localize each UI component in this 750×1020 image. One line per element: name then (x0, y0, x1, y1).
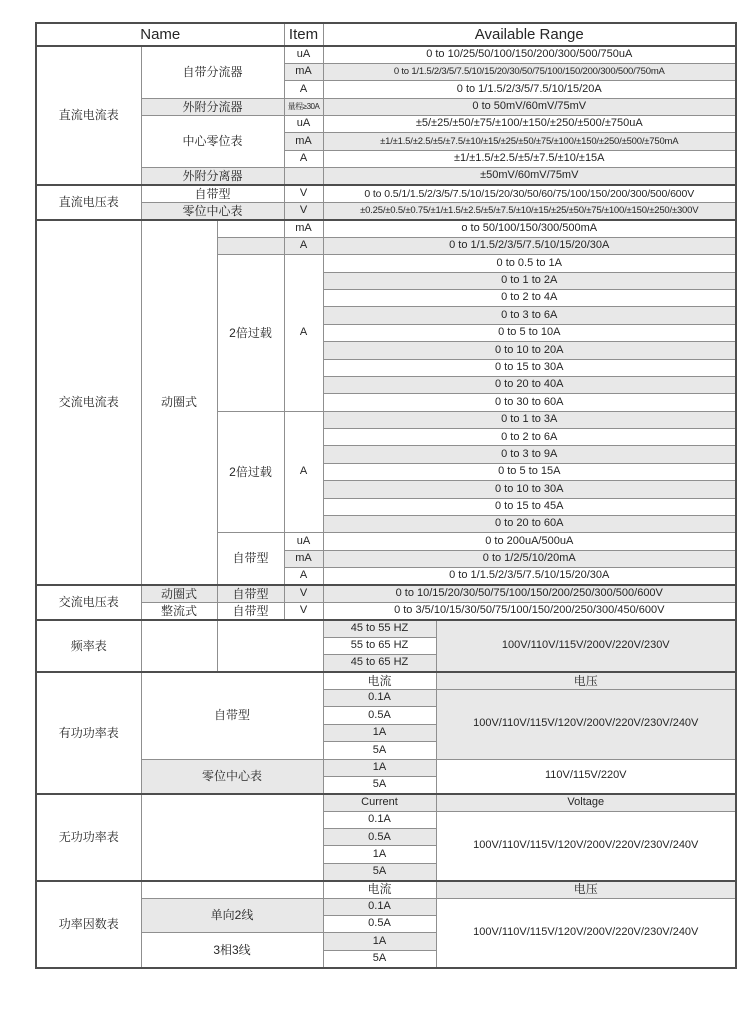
header-name: Name (36, 23, 284, 46)
section-dc-ammeter: 直流电流表 (36, 46, 141, 185)
range-cell: 0 to 1/1.5/2/3/5/7.5/10/15/20/30/50/75/100/150/200/300/500/750mA (323, 63, 736, 80)
range-cell: 0 to 1/1.5/2/3/5/7.5/10/15/20/30A (323, 568, 736, 585)
col-header-voltage: 电压 (436, 672, 736, 689)
range-cell: ±0.25/±0.5/±0.75/±1/±1.5/±2.5/±5/±7.5/±10/±15/±25/±50/±75/±100/±150/±250/±300V (323, 203, 736, 220)
header-range: Available Range (323, 23, 736, 46)
range-cell: 0 to 10 to 20A (323, 342, 736, 359)
range-cell: 0.1A (323, 898, 436, 915)
range-cell: 1A (323, 724, 436, 741)
range-cell: ±50mV/60mV/75mV (323, 168, 736, 185)
range-cell: 100V/110V/115V/120V/200V/220V/230V/240V (436, 811, 736, 881)
range-cell: 0.5A (323, 707, 436, 724)
range-cell: 0 to 1 to 2A (323, 272, 736, 289)
item-cell: V (284, 185, 323, 202)
table-row (36, 794, 736, 811)
range-cell: 0 to 10/15/20/30/50/75/100/150/200/250/300/500/600V (323, 585, 736, 602)
range-cell: 110V/115V/220V (436, 759, 736, 794)
table-row (36, 220, 736, 237)
section-power-factor-meter: 功率因数表 (36, 881, 141, 968)
table-cell (217, 220, 284, 237)
group-built-in-shunt: 自带分流器 (141, 46, 284, 98)
table-row (36, 603, 736, 620)
group-2x-overload: 2倍过载 (217, 411, 284, 533)
range-cell: o to 50/100/150/300/500mA (323, 220, 736, 237)
item-cell: A (284, 255, 323, 412)
range-cell: ±5/±25/±50/±75/±100/±150/±250/±500/±750uA (323, 116, 736, 133)
range-cell: 0 to 0.5 to 1A (323, 255, 736, 272)
header-row (36, 23, 736, 46)
item-cell: V (284, 585, 323, 602)
group-zero-center-meter: 零位中心表 (141, 759, 323, 794)
table-cell (217, 237, 284, 254)
group-self-contained: 自带型 (217, 585, 284, 602)
range-cell: 100V/110V/115V/120V/200V/220V/230V/240V (436, 898, 736, 968)
section-active-power-meter: 有功功率表 (36, 672, 141, 794)
group-moving-coil: 动圈式 (141, 220, 217, 585)
spec-table (35, 22, 737, 969)
item-cell: uA (284, 46, 323, 63)
section-ac-voltmeter: 交流电压表 (36, 585, 141, 620)
table-cell (141, 881, 323, 898)
table-row (36, 672, 736, 689)
item-cell: uA (284, 533, 323, 550)
range-cell: 0 to 15 to 45A (323, 498, 736, 515)
col-header-current: 电流 (323, 672, 436, 689)
group-external-shunt: 外附分流器 (141, 98, 284, 115)
section-ac-ammeter: 交流电流表 (36, 220, 141, 585)
item-cell (284, 168, 323, 185)
item-cell: A (284, 568, 323, 585)
item-cell: mA (284, 550, 323, 567)
range-cell: 0 to 30 to 60A (323, 394, 736, 411)
range-cell: 55 to 65 HZ (323, 637, 436, 654)
table-row (36, 620, 736, 637)
range-cell: 0 to 1/1.5/2/3/5/7.5/10/15/20A (323, 81, 736, 98)
range-cell: 5A (323, 863, 436, 880)
item-cell: mA (284, 220, 323, 237)
group-self-contained: 自带型 (141, 185, 284, 202)
range-cell: 0 to 5 to 10A (323, 324, 736, 341)
range-cell: 0 to 15 to 30A (323, 359, 736, 376)
group-center-zero-meter: 中心零位表 (141, 116, 284, 168)
range-cell: 1A (323, 759, 436, 776)
item-cell: A (284, 237, 323, 254)
item-cell: A (284, 81, 323, 98)
group-single-phase-2-wire: 单向2线 (141, 898, 323, 933)
range-cell: 0 to 3 to 9A (323, 446, 736, 463)
range-cell: ±1/±1.5/±2.5/±5/±7.5/±10/±15A (323, 150, 736, 167)
range-cell: 0.1A (323, 689, 436, 706)
range-cell: 100V/110V/115V/200V/220V/230V (436, 620, 736, 672)
range-cell: 5A (323, 776, 436, 793)
table-cell (141, 620, 217, 672)
group-self-contained: 自带型 (217, 533, 284, 585)
item-cell: V (284, 203, 323, 220)
item-cell: mA (284, 63, 323, 80)
col-header-voltage: 电压 (436, 881, 736, 898)
section-reactive-power-meter: 无功功率表 (36, 794, 141, 881)
item-cell: uA (284, 116, 323, 133)
range-cell: 0 to 20 to 40A (323, 376, 736, 393)
range-cell: 0.5A (323, 916, 436, 933)
table-row (36, 898, 736, 915)
table-cell (141, 794, 323, 881)
range-cell: 0 to 3 to 6A (323, 307, 736, 324)
range-cell: 0 to 10 to 30A (323, 481, 736, 498)
item-cell: A (284, 150, 323, 167)
range-cell: 100V/110V/115V/120V/200V/220V/230V/240V (436, 689, 736, 759)
table-row (36, 185, 736, 202)
section-frequency-meter: 频率表 (36, 620, 141, 672)
range-cell: 0.5A (323, 829, 436, 846)
table-row (36, 759, 736, 776)
range-cell: 45 to 55 HZ (323, 620, 436, 637)
table-row (36, 116, 736, 133)
range-cell: 0 to 200uA/500uA (323, 533, 736, 550)
item-cell: A (284, 411, 323, 533)
range-cell: 5A (323, 950, 436, 967)
table-body (36, 46, 736, 968)
col-header-current: Current (323, 794, 436, 811)
group-3-phase-3-wire: 3相3线 (141, 933, 323, 968)
range-cell: ±1/±1.5/±2.5/±5/±7.5/±10/±15/±25/±50/±75/±100/±150/±250/±500/±750mA (323, 133, 736, 150)
item-cell: V (284, 603, 323, 620)
range-cell: 0 to 2 to 4A (323, 289, 736, 306)
item-cell: mA (284, 133, 323, 150)
group-rectifier: 整流式 (141, 603, 217, 620)
section-dc-voltmeter: 直流电压表 (36, 185, 141, 220)
range-cell: 0 to 1 to 3A (323, 411, 736, 428)
range-cell: 0 to 10/25/50/100/150/200/300/500/750uA (323, 46, 736, 63)
range-cell: 5A (323, 742, 436, 759)
range-cell: 0 to 0.5/1/1.5/2/3/5/7.5/10/15/20/30/50/60/75/100/150/200/300/500/600V (323, 185, 736, 202)
range-cell: 0 to 50mV/60mV/75mV (323, 98, 736, 115)
group-external-splitter: 外附分离器 (141, 168, 284, 185)
group-self-contained: 自带型 (217, 603, 284, 620)
range-cell: 0 to 2 to 6A (323, 429, 736, 446)
col-header-current: 电流 (323, 881, 436, 898)
range-cell: 0 to 3/5/10/15/30/50/75/100/150/200/250/300/450/600V (323, 603, 736, 620)
group-2x-overload: 2倍过载 (217, 255, 284, 412)
table-row (36, 585, 736, 602)
range-cell: 0 to 1/1.5/2/3/5/7.5/10/15/20/30A (323, 237, 736, 254)
table-row (36, 881, 736, 898)
table-cell (217, 620, 323, 672)
range-cell: 1A (323, 846, 436, 863)
range-cell: 0 to 5 to 15A (323, 463, 736, 480)
col-header-voltage: Voltage (436, 794, 736, 811)
header-item: Item (284, 23, 323, 46)
group-moving-coil: 动圈式 (141, 585, 217, 602)
table-row (36, 203, 736, 220)
range-cell: 45 to 65 HZ (323, 655, 436, 672)
range-cell: 0 to 20 to 60A (323, 516, 736, 533)
range-cell: 0 to 1/2/5/10/20mA (323, 550, 736, 567)
item-cell: 量程≥30A (284, 98, 323, 115)
spec-table-wrapper (35, 22, 737, 969)
group-self-contained: 自带型 (141, 672, 323, 759)
range-cell: 1A (323, 933, 436, 950)
table-row (36, 46, 736, 63)
table-row (36, 168, 736, 185)
group-zero-center-meter: 零位中心表 (141, 203, 284, 220)
range-cell: 0.1A (323, 811, 436, 828)
table-row (36, 98, 736, 115)
